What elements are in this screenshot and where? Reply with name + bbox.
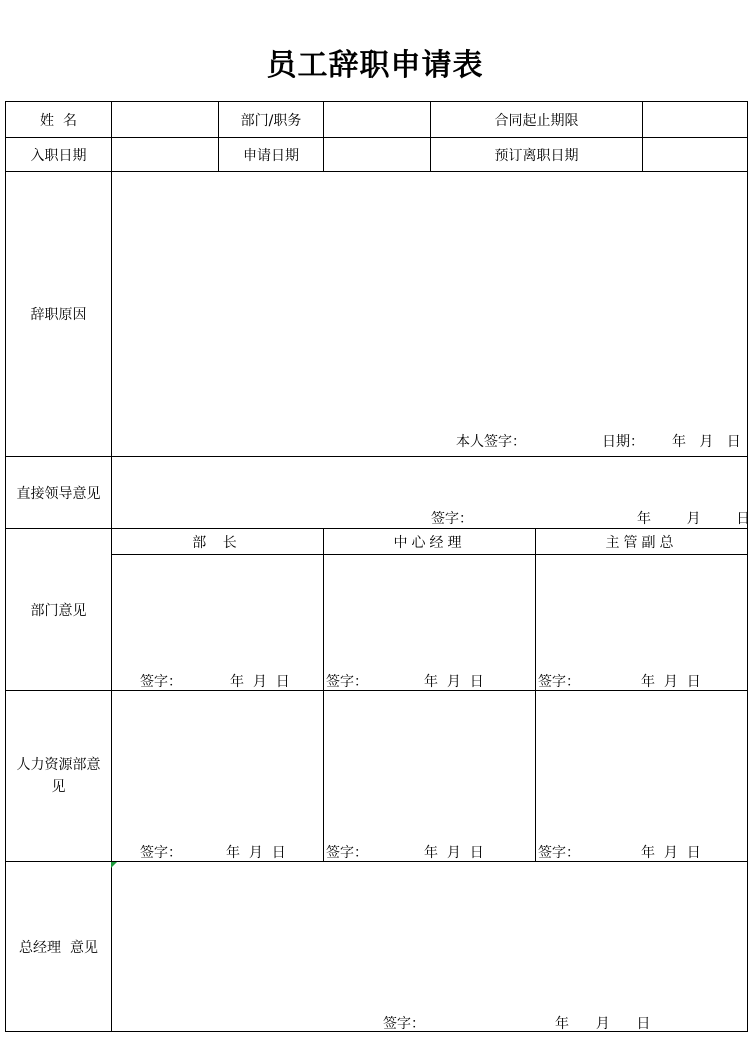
hr-field-3[interactable] bbox=[536, 691, 747, 861]
dept-sign-label: 签字： bbox=[326, 674, 368, 690]
planned-leave-date-field[interactable] bbox=[643, 138, 747, 171]
join-date-label: 入职日期 bbox=[30, 147, 87, 164]
gm-opinion-label: 总经理 意见 bbox=[19, 939, 98, 956]
gm-field[interactable] bbox=[112, 862, 747, 1031]
name-field[interactable] bbox=[112, 102, 218, 137]
supervisor-sign-label: 签字： bbox=[431, 511, 473, 527]
dept-position-label: 部门/职务 bbox=[240, 112, 302, 129]
dept-sign-label: 签字： bbox=[538, 674, 580, 690]
gm-ymd: 年 月 日 bbox=[555, 1016, 651, 1032]
dept-opinion-label: 部门意见 bbox=[30, 602, 87, 619]
reason-label: 辞职原因 bbox=[30, 307, 87, 323]
gm-sign-label: 签字： bbox=[383, 1016, 425, 1032]
hr-field-2[interactable] bbox=[324, 691, 535, 861]
join-date-field[interactable] bbox=[112, 138, 218, 171]
dept-minister-field[interactable] bbox=[112, 555, 323, 690]
reason-ymd: 年 月 日 bbox=[672, 434, 741, 450]
apply-date-field[interactable] bbox=[324, 138, 430, 171]
dept-ymd: 年 月 日 bbox=[230, 674, 290, 690]
supervisor-label: 直接领导意见 bbox=[16, 485, 101, 502]
hr-opinion-label: 人力资源部意见 bbox=[16, 757, 101, 795]
dept-sign-label: 签字： bbox=[140, 674, 182, 690]
hr-ymd: 年 月 日 bbox=[226, 845, 286, 861]
planned-leave-date-label: 预订离职日期 bbox=[494, 147, 579, 164]
dept-vp-field[interactable] bbox=[536, 555, 747, 690]
contract-period-label: 合同起止期限 bbox=[494, 112, 579, 129]
form-title: 员工辞职申请表 bbox=[266, 48, 484, 83]
cell-comment-marker-icon bbox=[111, 862, 117, 868]
hr-sign-label: 签字： bbox=[140, 845, 182, 861]
hr-ymd: 年 月 日 bbox=[641, 845, 701, 861]
dept-position-field[interactable] bbox=[324, 102, 430, 137]
dept-header-minister: 部 长 bbox=[192, 534, 243, 551]
reason-field[interactable] bbox=[112, 172, 747, 456]
dept-ymd: 年 月 日 bbox=[641, 674, 701, 690]
dept-center-manager-field[interactable] bbox=[324, 555, 535, 690]
dept-ymd: 年 月 日 bbox=[424, 674, 484, 690]
hr-ymd: 年 月 日 bbox=[424, 845, 484, 861]
hr-sign-label: 签字： bbox=[326, 845, 368, 861]
dept-header-vp: 主管副总 bbox=[605, 534, 678, 551]
name-label: 姓 名 bbox=[40, 112, 77, 129]
supervisor-ymd: 年 月 日 bbox=[637, 511, 750, 527]
dept-header-center-manager: 中心经理 bbox=[393, 534, 466, 551]
contract-period-field[interactable] bbox=[643, 102, 747, 137]
reason-date-label: 日期： bbox=[602, 434, 644, 450]
hr-field-1[interactable] bbox=[112, 691, 323, 861]
border-right bbox=[747, 101, 748, 1032]
apply-date-label: 申请日期 bbox=[243, 147, 299, 164]
reason-sign-label: 本人签字： bbox=[456, 434, 526, 450]
hr-sign-label: 签字： bbox=[538, 845, 580, 861]
